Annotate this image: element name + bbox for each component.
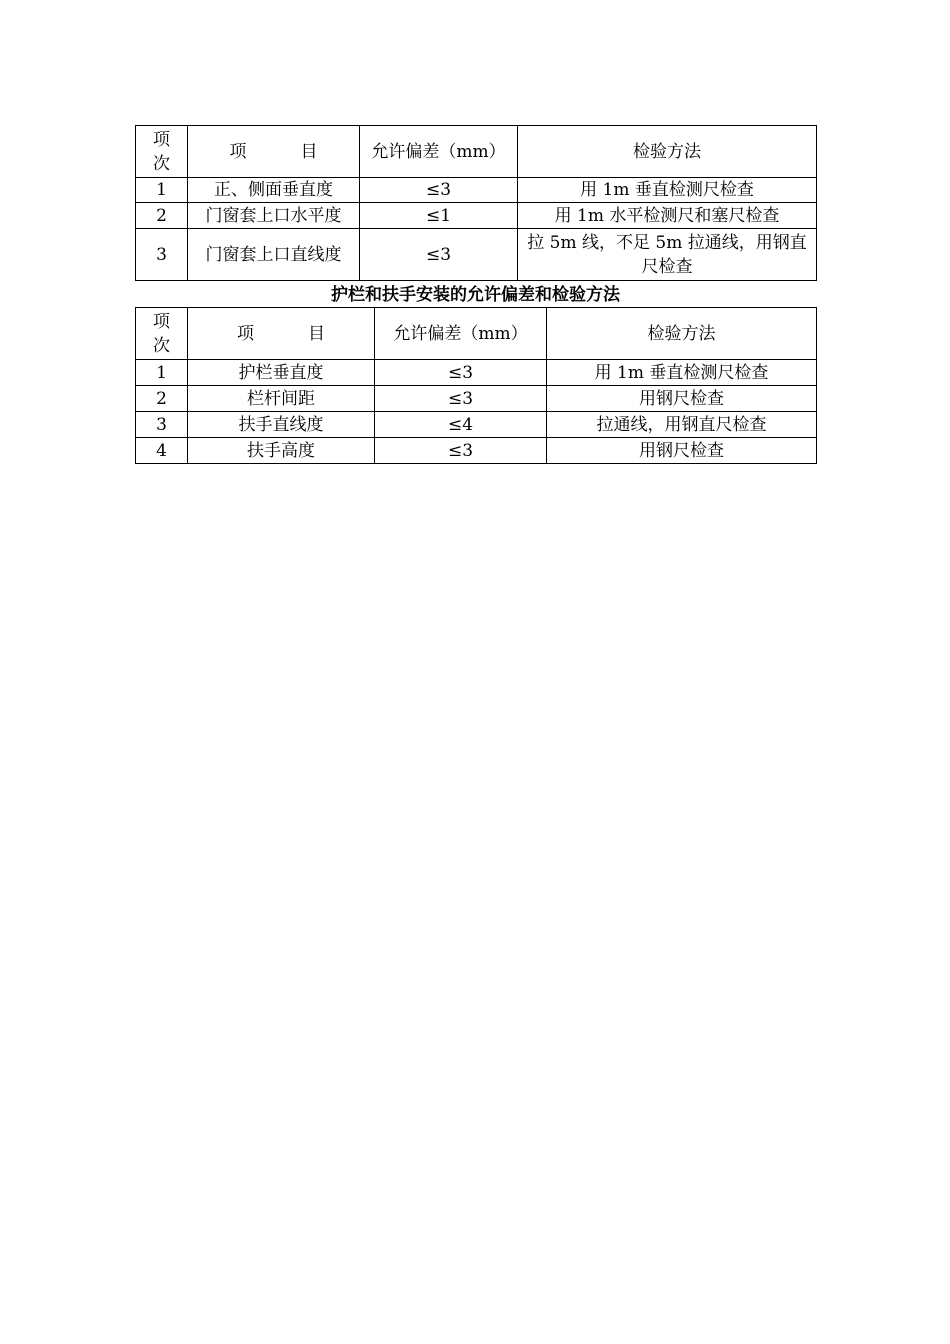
row-item: 栏杆间距 [188, 386, 375, 412]
table-row [136, 360, 817, 386]
header-tolerance: 允许偏差（mm） [375, 308, 547, 360]
row-method: 拉通线，用钢直尺检查 [547, 412, 817, 438]
row-tolerance: ≤1 [360, 203, 518, 229]
table-row [136, 178, 817, 203]
table-row [136, 412, 817, 438]
row-method: 用钢尺检查 [547, 438, 817, 464]
header-method: 检验方法 [518, 126, 817, 178]
row-index: 4 [136, 438, 188, 464]
header-tolerance: 允许偏差（mm） [360, 126, 518, 178]
row-tolerance: ≤3 [375, 360, 547, 386]
row-tolerance: ≤3 [360, 229, 518, 281]
header-item: 项 目 [188, 308, 375, 360]
header-item: 项 目 [188, 126, 360, 178]
table-row [136, 386, 817, 412]
row-item: 门窗套上口水平度 [188, 203, 360, 229]
row-method: 用钢尺检查 [547, 386, 817, 412]
row-index: 3 [136, 412, 188, 438]
table-header-row [136, 308, 817, 360]
railing-handrail-tolerance-table [135, 307, 817, 464]
table-caption: 护栏和扶手安装的允许偏差和检验方法 [331, 285, 620, 305]
row-method: 用 1m 垂直检测尺检查 [547, 360, 817, 386]
header-index: 项 次 [136, 126, 188, 178]
row-item: 扶手高度 [188, 438, 375, 464]
row-item: 正、侧面垂直度 [188, 178, 360, 203]
row-tolerance: ≤4 [375, 412, 547, 438]
door-window-trim-tolerance-table [135, 125, 817, 281]
header-method: 检验方法 [547, 308, 817, 360]
row-index: 2 [136, 203, 188, 229]
row-index: 1 [136, 178, 188, 203]
row-index: 1 [136, 360, 188, 386]
row-tolerance: ≤3 [375, 386, 547, 412]
table-row [136, 438, 817, 464]
header-index: 项 次 [136, 308, 188, 360]
row-index: 3 [136, 229, 188, 281]
row-item: 护栏垂直度 [188, 360, 375, 386]
row-tolerance: ≤3 [360, 178, 518, 203]
row-method: 用 1m 垂直检测尺检查 [518, 178, 817, 203]
row-method: 用 1m 水平检测尺和塞尺检查 [518, 203, 817, 229]
row-tolerance: ≤3 [375, 438, 547, 464]
row-index: 2 [136, 386, 188, 412]
row-method: 拉 5m 线，不足 5m 拉通线，用钢直尺检查 [518, 229, 817, 281]
table-header-row [136, 126, 817, 178]
table-row [136, 229, 817, 281]
table-row [136, 203, 817, 229]
row-item: 门窗套上口直线度 [188, 229, 360, 281]
row-item: 扶手直线度 [188, 412, 375, 438]
